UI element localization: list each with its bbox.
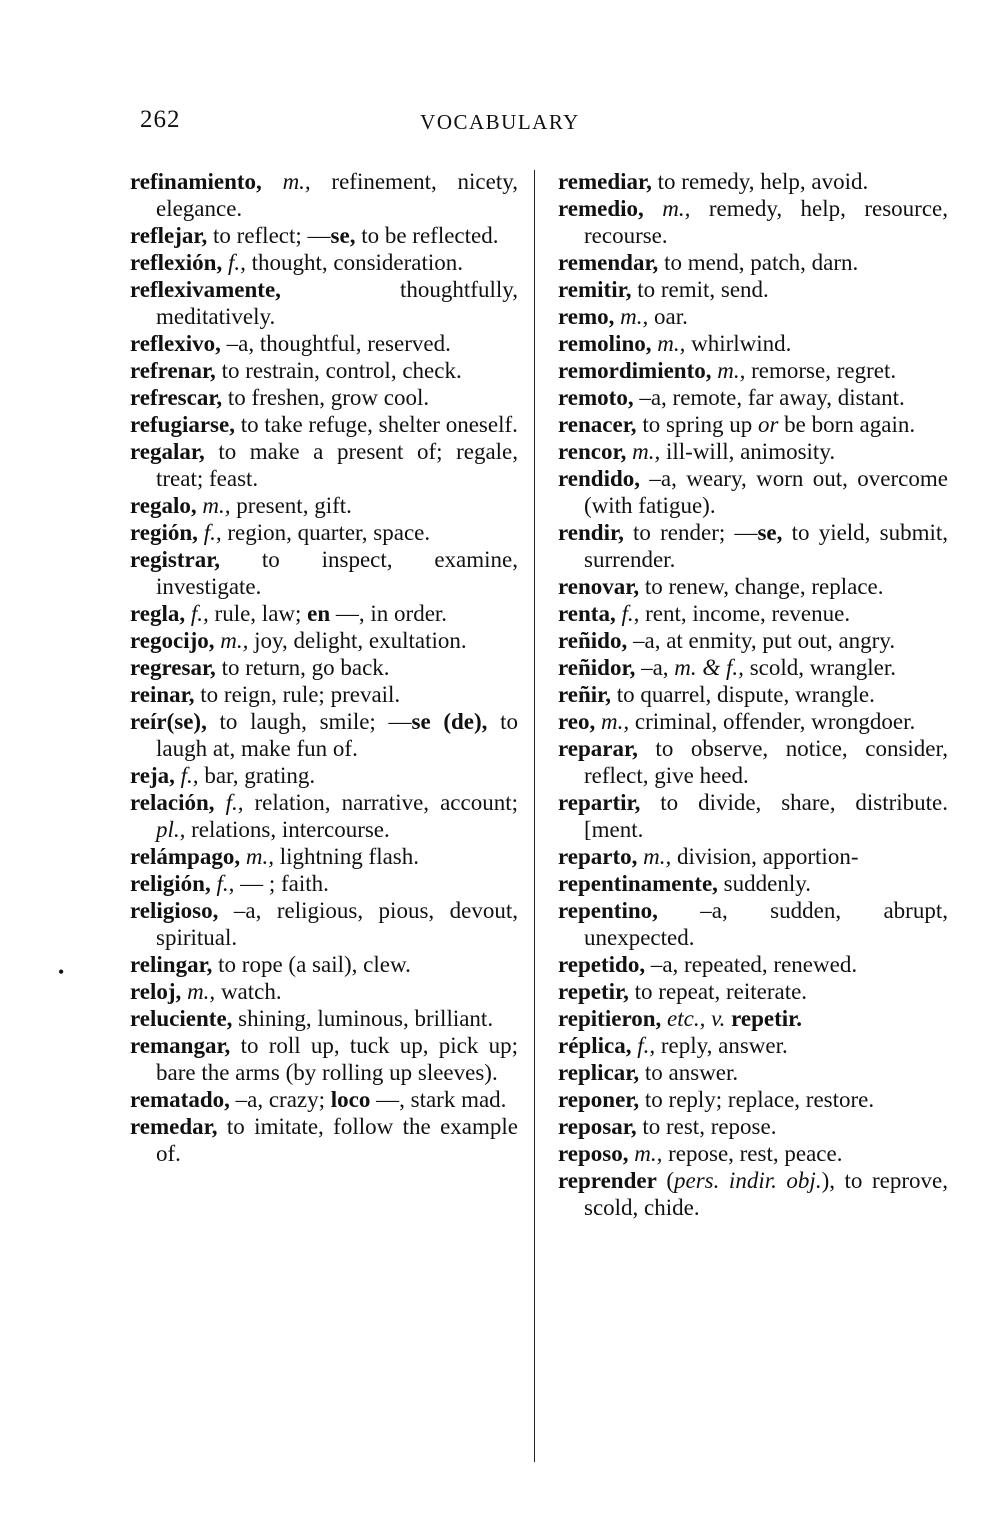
dictionary-entry bbox=[558, 870, 948, 897]
column-divider bbox=[534, 170, 535, 1462]
definition: –a, religious, pious, devout, spiritual. bbox=[156, 898, 518, 950]
headword: reo, bbox=[558, 709, 596, 734]
definition: to render; — bbox=[623, 520, 758, 545]
definition: to mend, patch, darn. bbox=[658, 250, 859, 275]
grammar-label: m., bbox=[202, 493, 231, 518]
dictionary-entry bbox=[130, 978, 518, 1005]
headword: repitieron, bbox=[558, 1006, 662, 1031]
headword: refugiarse, bbox=[130, 412, 235, 437]
dictionary-entry bbox=[130, 627, 518, 654]
definition: –a, sudden, abrupt, unexpected. bbox=[584, 898, 948, 950]
dictionary-entry bbox=[558, 276, 948, 303]
definition: to restrain, control, check. bbox=[215, 358, 462, 383]
grammar-label: m., bbox=[220, 628, 249, 653]
dictionary-entry bbox=[130, 546, 518, 600]
headword: remendar, bbox=[558, 250, 659, 275]
dictionary-entry bbox=[130, 600, 518, 627]
definition: –a, remote, far away, distant. bbox=[633, 385, 905, 410]
definition: –a, weary, worn out, overcome (with fatigue). bbox=[584, 466, 948, 518]
definition-continued: relations, intercourse. bbox=[185, 817, 390, 842]
definition: relation, narrative, account; bbox=[243, 790, 518, 815]
dictionary-entry bbox=[558, 1113, 948, 1140]
bold-phrase: se, bbox=[330, 223, 356, 248]
headword: replicar, bbox=[558, 1060, 640, 1085]
headword: reinar, bbox=[130, 682, 195, 707]
grammar-label: m., bbox=[245, 844, 274, 869]
headword: reír(se), bbox=[130, 709, 207, 734]
dictionary-entry bbox=[130, 951, 518, 978]
definition: to reply; replace, restore. bbox=[639, 1087, 875, 1112]
definition: to renew, change, replace. bbox=[639, 574, 884, 599]
definition: remorse, regret. bbox=[745, 358, 897, 383]
definition: ill-will, animosity. bbox=[660, 439, 836, 464]
headword: réplica, bbox=[558, 1033, 632, 1058]
grammar-label: f., bbox=[203, 520, 222, 545]
headword: rencor, bbox=[558, 439, 627, 464]
definition: thoughtfully, meditatively. bbox=[156, 277, 518, 329]
definition: repose, rest, peace. bbox=[662, 1141, 843, 1166]
headword: remedar, bbox=[130, 1114, 218, 1139]
definition: to return, go back. bbox=[215, 655, 390, 680]
dictionary-entry bbox=[558, 789, 948, 843]
margin-mark: • bbox=[58, 962, 65, 982]
headword: refinamiento, bbox=[130, 169, 262, 194]
dictionary-entry bbox=[558, 1032, 948, 1059]
grammar-label: f., bbox=[227, 250, 246, 275]
headword: reñir, bbox=[558, 682, 612, 707]
dictionary-entry bbox=[130, 1032, 518, 1086]
headword: reloj, bbox=[130, 979, 182, 1004]
definition: to roll up, tuck up, pick up; bare the arms (by rolling up sleeves). bbox=[156, 1033, 518, 1085]
headword: remangar, bbox=[130, 1033, 231, 1058]
dictionary-entry bbox=[558, 438, 948, 465]
dictionary-entry bbox=[130, 654, 518, 681]
dictionary-entry bbox=[130, 897, 518, 951]
dictionary-entry bbox=[130, 681, 518, 708]
definition: to imitate, follow the example of. bbox=[156, 1114, 518, 1166]
dictionary-entry bbox=[558, 951, 948, 978]
headword: reposar, bbox=[558, 1114, 637, 1139]
headword: rendido, bbox=[558, 466, 641, 491]
definition: to take refuge, shelter oneself. bbox=[234, 412, 518, 437]
grammar-label: f., bbox=[637, 1033, 656, 1058]
definition: to observe, notice, consider, reflect, give heed. bbox=[584, 736, 948, 788]
headword: repartir, bbox=[558, 790, 641, 815]
dictionary-entry bbox=[558, 897, 948, 951]
definition: to rest, repose. bbox=[636, 1114, 777, 1139]
headword: renovar, bbox=[558, 574, 640, 599]
definition: to laugh, smile; — bbox=[206, 709, 412, 734]
headword: regla, bbox=[130, 601, 186, 626]
grammar-label: m., bbox=[657, 331, 686, 356]
grammar-label: m., bbox=[662, 196, 691, 221]
dictionary-entry bbox=[130, 411, 518, 438]
definition: –a, bbox=[635, 655, 675, 680]
bold-phrase: repetir. bbox=[725, 1006, 802, 1031]
dictionary-entry bbox=[130, 384, 518, 411]
headword: refrescar, bbox=[130, 385, 223, 410]
definition: shining, luminous, brilliant. bbox=[232, 1006, 494, 1031]
definition: to inspect, examine, investigate. bbox=[156, 547, 518, 599]
headword: remo, bbox=[558, 304, 615, 329]
grammar-label: m., bbox=[620, 304, 649, 329]
definition: bar, grating. bbox=[198, 763, 316, 788]
definition: thought, consideration. bbox=[245, 250, 464, 275]
dictionary-entry bbox=[558, 411, 948, 438]
right-column bbox=[558, 168, 948, 1221]
definition: to spring up bbox=[636, 412, 758, 437]
headword: reparar, bbox=[558, 736, 638, 761]
headword: reñido, bbox=[558, 628, 628, 653]
dictionary-entry bbox=[558, 168, 948, 195]
definition: to repeat, reiterate. bbox=[628, 979, 808, 1004]
dictionary-entry bbox=[130, 276, 518, 330]
dictionary-entry bbox=[558, 627, 948, 654]
headword: rematado, bbox=[130, 1087, 230, 1112]
headword: religioso, bbox=[130, 898, 219, 923]
dictionary-entry bbox=[558, 708, 948, 735]
italic-note: or bbox=[757, 412, 779, 437]
headword: renacer, bbox=[558, 412, 637, 437]
headword: remedio, bbox=[558, 196, 644, 221]
headword: registrar, bbox=[130, 547, 221, 572]
headword: reposo, bbox=[558, 1141, 629, 1166]
headword: reja, bbox=[130, 763, 175, 788]
bold-phrase: en bbox=[307, 601, 331, 626]
grammar-label: f., bbox=[216, 871, 235, 896]
headword: reflexivamente, bbox=[130, 277, 281, 302]
dictionary-entry bbox=[558, 195, 948, 249]
definition: –a, thoughtful, reserved. bbox=[220, 331, 451, 356]
dictionary-entry bbox=[130, 492, 518, 519]
headword: repentino, bbox=[558, 898, 658, 923]
definition: watch. bbox=[215, 979, 282, 1004]
definition: –a, repeated, renewed. bbox=[645, 952, 858, 977]
definition-continued: to laugh at, make fun of. bbox=[156, 709, 519, 761]
headword: remitir, bbox=[558, 277, 632, 302]
definition: to reign, rule; prevail. bbox=[194, 682, 401, 707]
headword: repetir, bbox=[558, 979, 629, 1004]
grammar-label: m., bbox=[601, 709, 630, 734]
definition: whirlwind. bbox=[685, 331, 792, 356]
headword: rendir, bbox=[558, 520, 624, 545]
headword: relingar, bbox=[130, 952, 213, 977]
definition: to freshen, grow cool. bbox=[222, 385, 430, 410]
definition: to reflect; — bbox=[207, 223, 331, 248]
headword: regalo, bbox=[130, 493, 197, 518]
definition: region, quarter, space. bbox=[221, 520, 431, 545]
headword: relámpago, bbox=[130, 844, 241, 869]
left-column bbox=[130, 168, 518, 1167]
headword: remordimiento, bbox=[558, 358, 712, 383]
grammar-label: f., bbox=[190, 601, 209, 626]
definition: oar. bbox=[648, 304, 688, 329]
dictionary-entry bbox=[130, 843, 518, 870]
grammar-label: m., bbox=[717, 358, 746, 383]
definition: ( bbox=[656, 1168, 675, 1193]
dictionary-entry bbox=[558, 1005, 948, 1032]
definition: reply, answer. bbox=[655, 1033, 788, 1058]
dictionary-entry bbox=[558, 303, 948, 330]
headword: remolino, bbox=[558, 331, 652, 356]
dictionary-entry bbox=[558, 573, 948, 600]
headword: remoto, bbox=[558, 385, 634, 410]
headword: regocijo, bbox=[130, 628, 215, 653]
dictionary-entry bbox=[558, 654, 948, 681]
definition: refinement, nicety, elegance. bbox=[156, 169, 518, 221]
dictionary-entry bbox=[130, 870, 518, 897]
dictionary-entry bbox=[558, 1059, 948, 1086]
headword: refrenar, bbox=[130, 358, 216, 383]
definition-continued: ), to reprove, scold, chide. bbox=[584, 1168, 948, 1220]
dictionary-entry bbox=[130, 249, 518, 276]
dictionary-entry bbox=[558, 519, 948, 573]
definition: lightning flash. bbox=[273, 844, 419, 869]
definition: remedy, help, resource, recourse. bbox=[584, 196, 949, 248]
grammar-label: f., bbox=[180, 763, 199, 788]
dictionary-entry bbox=[130, 1113, 518, 1167]
dictionary-entry bbox=[558, 465, 948, 519]
italic-note: pl., bbox=[156, 817, 186, 842]
dictionary-entry bbox=[558, 681, 948, 708]
dictionary-entry bbox=[558, 249, 948, 276]
definition-continued: —, stark mad. bbox=[370, 1087, 507, 1112]
dictionary-entry bbox=[130, 357, 518, 384]
definition: to remit, send. bbox=[631, 277, 769, 302]
dictionary-entry bbox=[558, 600, 948, 627]
headword: reluciente, bbox=[130, 1006, 233, 1031]
dictionary-entry bbox=[558, 1140, 948, 1167]
dictionary-entry bbox=[130, 1086, 518, 1113]
definition-continued: be born again. bbox=[778, 412, 916, 437]
grammar-label: m., bbox=[632, 439, 661, 464]
dictionary-entry bbox=[130, 708, 518, 762]
definition: to remedy, help, avoid. bbox=[651, 169, 869, 194]
dictionary-entry bbox=[130, 789, 518, 843]
headword: reflexión, bbox=[130, 250, 223, 275]
grammar-label: m., bbox=[282, 169, 311, 194]
page-number: 262 bbox=[140, 106, 181, 133]
definition: criminal, offender, wrongdoer. bbox=[629, 709, 916, 734]
dictionary-entry bbox=[558, 1086, 948, 1113]
grammar-label: m., bbox=[634, 1141, 663, 1166]
grammar-label: m., bbox=[643, 844, 672, 869]
definition: to divide, share, distribute. [ment. bbox=[584, 790, 948, 842]
headword: reñidor, bbox=[558, 655, 636, 680]
running-head: VOCABULARY bbox=[420, 110, 580, 134]
headword: reparto, bbox=[558, 844, 638, 869]
headword: repetido, bbox=[558, 952, 646, 977]
dictionary-entry bbox=[130, 519, 518, 546]
headword: religión, bbox=[130, 871, 211, 896]
headword: regalar, bbox=[130, 439, 205, 464]
dictionary-entry bbox=[558, 357, 948, 384]
definition: –a, crazy; bbox=[229, 1087, 331, 1112]
dictionary-entry bbox=[130, 168, 518, 222]
bold-phrase: se, bbox=[757, 520, 783, 545]
dictionary-entry bbox=[130, 1005, 518, 1032]
bold-phrase: loco bbox=[330, 1087, 371, 1112]
grammar-label: etc., v. bbox=[667, 1006, 726, 1031]
page-header bbox=[0, 106, 1000, 142]
definition: –a, at enmity, put out, angry. bbox=[627, 628, 896, 653]
headword: regresar, bbox=[130, 655, 216, 680]
headword: reflejar, bbox=[130, 223, 208, 248]
grammar-label: m., bbox=[187, 979, 216, 1004]
grammar-label: f., bbox=[621, 601, 640, 626]
definition: division, apportion- bbox=[671, 844, 859, 869]
definition: to quarrel, dispute, wrangle. bbox=[611, 682, 875, 707]
definition: joy, delight, exultation. bbox=[248, 628, 467, 653]
dictionary-entry bbox=[558, 330, 948, 357]
headword: repentinamente, bbox=[558, 871, 718, 896]
headword: reponer, bbox=[558, 1087, 640, 1112]
headword: reprender bbox=[558, 1168, 657, 1193]
definition: to make a present of; regale, treat; feast. bbox=[156, 439, 518, 491]
dictionary-entry bbox=[130, 330, 518, 357]
dictionary-entry bbox=[558, 384, 948, 411]
dictionary-entry bbox=[130, 762, 518, 789]
headword: relación, bbox=[130, 790, 215, 815]
dictionary-entry bbox=[558, 978, 948, 1005]
definition: rule, law; bbox=[208, 601, 308, 626]
definition: present, gift. bbox=[230, 493, 352, 518]
italic-note: m. & f., bbox=[674, 655, 744, 680]
bold-phrase: se (de), bbox=[411, 709, 488, 734]
definition-continued: scold, wrangler. bbox=[743, 655, 896, 680]
definition: suddenly. bbox=[717, 871, 811, 896]
grammar-label: f., bbox=[225, 790, 244, 815]
definition-continued: to yield, submit, surrender. bbox=[584, 520, 949, 572]
dictionary-entry bbox=[558, 843, 948, 870]
definition-continued: to be reflected. bbox=[355, 223, 499, 248]
definition-continued: —, in order. bbox=[330, 601, 448, 626]
dictionary-entry bbox=[558, 1167, 948, 1221]
dictionary-entry bbox=[558, 735, 948, 789]
headword: renta, bbox=[558, 601, 616, 626]
definition: — ; faith. bbox=[234, 871, 329, 896]
dictionary-entry bbox=[130, 438, 518, 492]
definition: to rope (a sail), clew. bbox=[212, 952, 411, 977]
definition: rent, income, revenue. bbox=[639, 601, 851, 626]
dictionary-entry bbox=[130, 222, 518, 249]
headword: remediar, bbox=[558, 169, 652, 194]
headword: reflexivo, bbox=[130, 331, 221, 356]
headword: región, bbox=[130, 520, 198, 545]
italic-note: pers. indir. obj. bbox=[674, 1168, 822, 1193]
definition: to answer. bbox=[639, 1060, 739, 1085]
